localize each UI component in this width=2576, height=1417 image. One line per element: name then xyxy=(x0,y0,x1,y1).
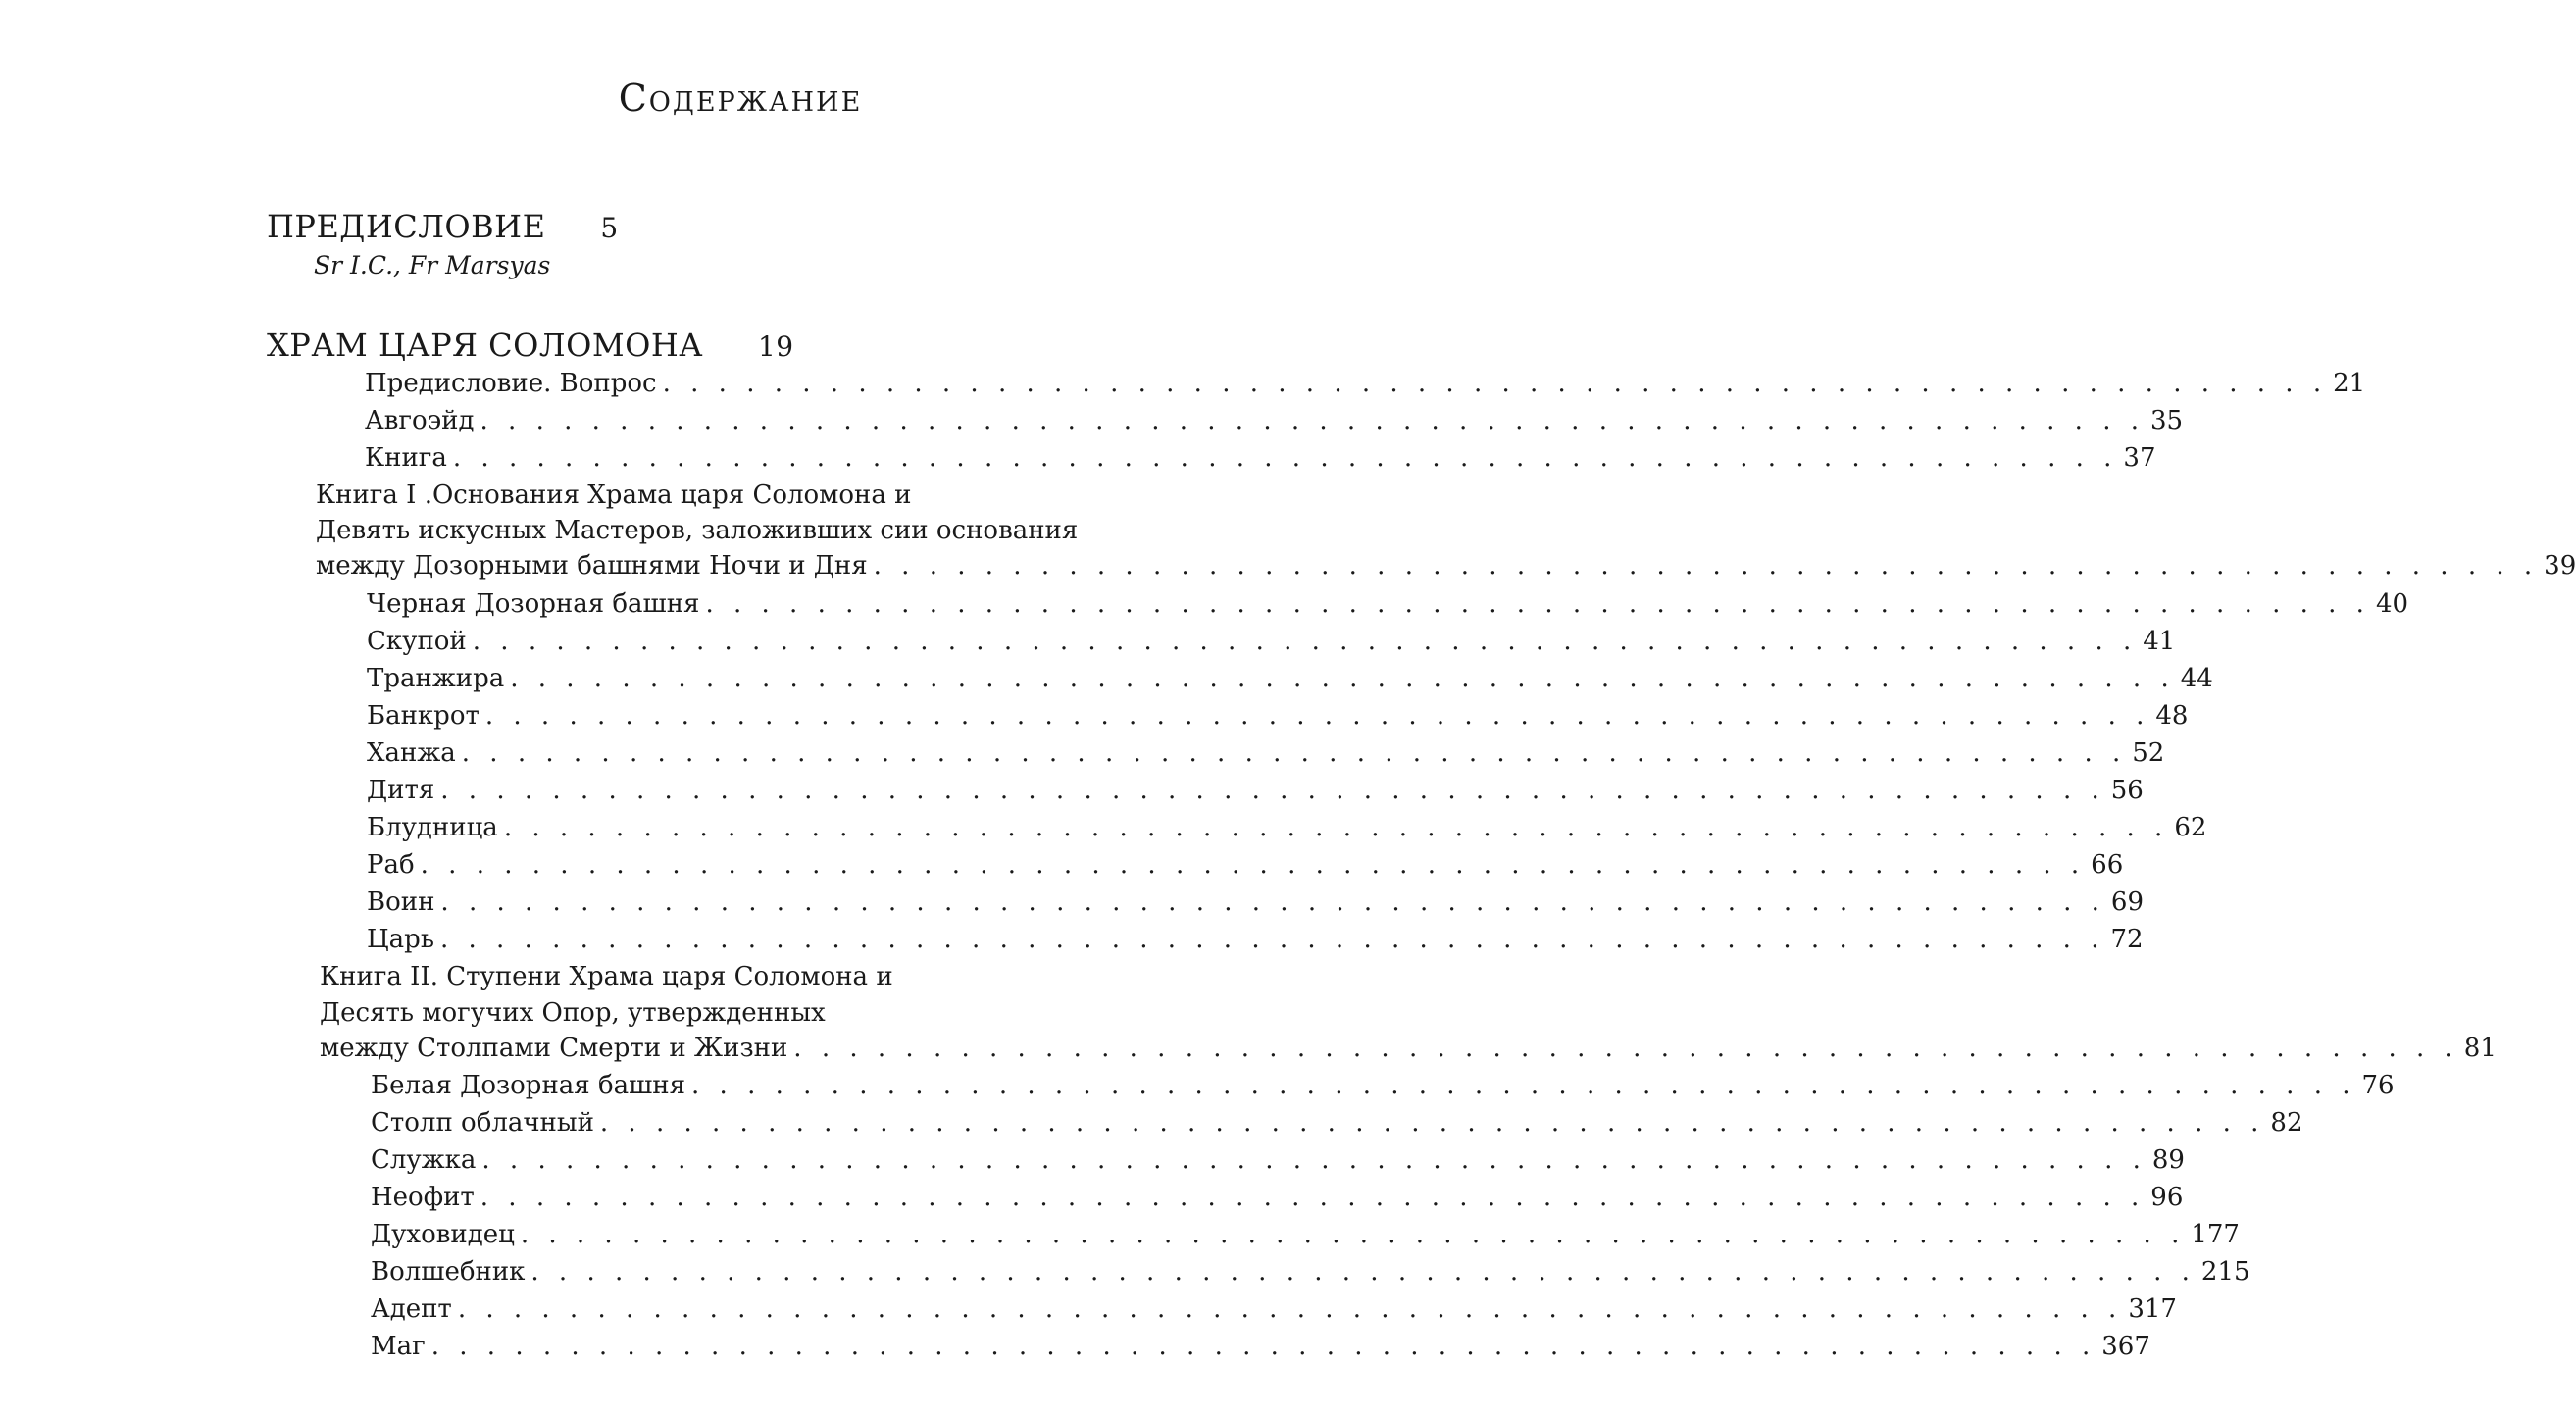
section-heading-page: 19 xyxy=(757,330,794,363)
toc-entry-page: 89 xyxy=(2151,1145,2185,1175)
dot-leader: . . . . . . . . . . . . . . . . . . . . . . . . . . . . . . . . . . . . . . . . . . . . . . . . . . . . . . . . . . . . xyxy=(457,1294,2123,1324)
toc-entry-page: 367 xyxy=(2101,1332,2150,1361)
toc-entry[interactable] xyxy=(367,697,2189,734)
dot-leader: . . . . . . . . . . . . . . . . . . . . . . . . . . . . . . . . . . . . . . . . . . . . . . . . . . . . . . . . . . . . xyxy=(439,925,2105,954)
dot-leader: . . . . . . . . . . . . . . . . . . . . . . . . . . . . . . . . . . . . . . . . . . . . . . . . . . . . . . . . . . . . xyxy=(873,551,2539,581)
toc-entry-label: Неофит xyxy=(371,1183,475,1212)
toc-entry-label: Авгоэйд xyxy=(365,406,475,435)
toc-entry-label: между Дозорными башнями Ночи и Дня xyxy=(316,551,868,581)
toc-entry-page: 52 xyxy=(2132,738,2165,768)
toc-entry[interactable] xyxy=(365,402,2184,439)
toc-entry-page: 76 xyxy=(2361,1071,2395,1100)
book-heading-line: Книга II. Ступени Храма царя Соломона и xyxy=(320,962,893,991)
toc-entry[interactable] xyxy=(371,1067,2395,1104)
toc-entry[interactable] xyxy=(371,1328,2150,1365)
toc-entry[interactable] xyxy=(367,884,2145,921)
dot-leader: . . . . . . . . . . . . . . . . . . . . . . . . . . . . . . . . . . . . . . . . . . . . . . . . . . . . . . . . . . . . xyxy=(461,738,2127,768)
toc-entry-page: 48 xyxy=(2155,701,2189,731)
dot-leader: . . . . . . . . . . . . . . . . . . . . . . . . . . . . . . . . . . . . . . . . . . . . . . . . . . . . . . . . . . . . xyxy=(662,369,2328,398)
toc-entry[interactable] xyxy=(367,585,2409,623)
toc-entry[interactable] xyxy=(367,772,2144,809)
toc-entry[interactable] xyxy=(367,623,2176,660)
toc-entry-label: Блудница xyxy=(367,813,498,842)
dot-leader: . . . . . . . . . . . . . . . . . . . . . . . . . . . . . . . . . . . . . . . . . . . . . . . . . . . . . . . . . . . . xyxy=(430,1332,2096,1361)
toc-entry-label: Служка xyxy=(371,1145,477,1175)
toc-entry-label: Ханжа xyxy=(367,738,456,768)
toc-entry[interactable] xyxy=(367,846,2124,884)
dot-leader: . . . . . . . . . . . . . . . . . . . . . . . . . . . . . . . . . . . . . . . . . . . . . . . . . . . . . . . . . . . . xyxy=(520,1220,2186,1249)
toc-entry[interactable] xyxy=(371,1253,2250,1290)
toc-entry-page: 44 xyxy=(2180,664,2213,693)
dot-leader: . . . . . . . . . . . . . . . . . . . . . . . . . . . . . . . . . . . . . . . . . . . . . . . . . . . . . . . . . . . . xyxy=(480,1183,2146,1212)
dot-leader: . . . . . . . . . . . . . . . . . . . . . . . . . . . . . . . . . . . . . . . . . . . . . . . . . . . . . . . . . . . . xyxy=(705,589,2370,619)
toc-entry-label: Дитя xyxy=(367,776,435,805)
toc-entry-page: 317 xyxy=(2128,1294,2177,1324)
toc-entry-page: 62 xyxy=(2174,813,2207,842)
dot-leader: . . . . . . . . . . . . . . . . . . . . . . . . . . . . . . . . . . . . . . . . . . . . . . . . . . . . . . . . . . . . xyxy=(510,664,2175,693)
toc-entry-label: Белая Дозорная башня xyxy=(371,1071,686,1100)
toc-entry-label: Волшебник xyxy=(371,1257,526,1287)
toc-entry-page: 81 xyxy=(2463,1034,2497,1063)
toc-entry-page: 215 xyxy=(2200,1257,2250,1287)
toc-entry-label: Транжира xyxy=(367,664,505,693)
toc-entry[interactable] xyxy=(371,1141,2185,1179)
toc-entry-page: 41 xyxy=(2143,627,2176,656)
page-title: Содержание xyxy=(618,76,863,120)
toc-entry-page: 72 xyxy=(2110,925,2144,954)
toc-entry-label: Черная Дозорная башня xyxy=(367,589,700,619)
book-heading-line: Девять искусных Мастеров, заложивших сии основания xyxy=(316,516,1079,545)
section-heading-temple[interactable] xyxy=(267,327,794,364)
toc-entry-page: 96 xyxy=(2150,1183,2184,1212)
dot-leader: . . . . . . . . . . . . . . . . . . . . . . . . . . . . . . . . . . . . . . . . . . . . . . . . . . . . . . . . . . . . xyxy=(472,627,2138,656)
toc-entry-label: Раб xyxy=(367,850,415,880)
dot-leader: . . . . . . . . . . . . . . . . . . . . . . . . . . . . . . . . . . . . . . . . . . . . . . . . . . . . . . . . . . . . xyxy=(503,813,2169,842)
toc-entry[interactable] xyxy=(371,1216,2240,1253)
toc-entry-label: Предисловие. Вопрос xyxy=(365,369,657,398)
toc-entry-label: Столп облачный xyxy=(371,1108,594,1138)
dot-leader: . . . . . . . . . . . . . . . . . . . . . . . . . . . . . . . . . . . . . . . . . . . . . . . . . . . . . . . . . . . . xyxy=(484,701,2150,731)
toc-entry-book-1[interactable] xyxy=(316,547,2576,584)
dot-leader: . . . . . . . . . . . . . . . . . . . . . . . . . . . . . . . . . . . . . . . . . . . . . . . . . . . . . . . . . . . . xyxy=(481,1145,2147,1175)
toc-entry[interactable] xyxy=(371,1104,2303,1141)
toc-entry-page: 69 xyxy=(2110,887,2145,917)
toc-entry-page: 37 xyxy=(2123,443,2156,473)
section-heading-label: ПРЕДИСЛОВИЕ xyxy=(267,208,546,245)
toc-entry[interactable] xyxy=(367,734,2165,772)
toc-entry-page: 56 xyxy=(2110,776,2144,805)
section-heading-preface[interactable] xyxy=(267,208,619,245)
toc-entry-label: Духовидец xyxy=(371,1220,515,1249)
section-heading-label: ХРАМ ЦАРЯ СОЛОМОНА xyxy=(267,327,703,364)
toc-entry[interactable] xyxy=(371,1179,2184,1216)
toc-entry-page: 177 xyxy=(2191,1220,2240,1249)
dot-leader: . . . . . . . . . . . . . . . . . . . . . . . . . . . . . . . . . . . . . . . . . . . . . . . . . . . . . . . . . . . . xyxy=(599,1108,2265,1138)
toc-entry-page: 39 xyxy=(2544,551,2576,581)
section-heading-page: 5 xyxy=(600,212,619,244)
toc-entry-page: 35 xyxy=(2150,406,2184,435)
toc-entry[interactable] xyxy=(367,921,2144,958)
toc-entry-book-2[interactable] xyxy=(320,1030,2497,1067)
dot-leader: . . . . . . . . . . . . . . . . . . . . . . . . . . . . . . . . . . . . . . . . . . . . . . . . . . . . . . . . . . . . xyxy=(480,406,2146,435)
section-author: Sr I.C., Fr Marsyas xyxy=(314,251,551,279)
toc-entry[interactable] xyxy=(365,439,2156,477)
toc-entry[interactable] xyxy=(371,1290,2177,1328)
toc-entry[interactable] xyxy=(367,809,2207,846)
toc-entry-page: 40 xyxy=(2375,589,2409,619)
toc-entry[interactable] xyxy=(367,660,2213,697)
dot-leader: . . . . . . . . . . . . . . . . . . . . . . . . . . . . . . . . . . . . . . . . . . . . . . . . . . . . . . . . . . . . xyxy=(440,887,2105,917)
toc-entry-label: Воин xyxy=(367,887,435,917)
toc-entry-page: 21 xyxy=(2333,369,2366,398)
toc-entry-label: Маг xyxy=(371,1332,426,1361)
dot-leader: . . . . . . . . . . . . . . . . . . . . . . . . . . . . . . . . . . . . . . . . . . . . . . . . . . . . . . . . . . . . xyxy=(452,443,2118,473)
toc-entry-label: Царь xyxy=(367,925,434,954)
dot-leader: . . . . . . . . . . . . . . . . . . . . . . . . . . . . . . . . . . . . . . . . . . . . . . . . . . . . . . . . . . . . xyxy=(691,1071,2356,1100)
dot-leader: . . . . . . . . . . . . . . . . . . . . . . . . . . . . . . . . . . . . . . . . . . . . . . . . . . . . . . . . . . . . xyxy=(420,850,2086,880)
dot-leader: . . . . . . . . . . . . . . . . . . . . . . . . . . . . . . . . . . . . . . . . . . . . . . . . . . . . . . . . . . . . xyxy=(793,1034,2458,1063)
toc-entry-label: Книга xyxy=(365,443,447,473)
toc-entry-label: Скупой xyxy=(367,627,467,656)
toc-entry[interactable] xyxy=(365,365,2366,402)
dot-leader: . . . . . . . . . . . . . . . . . . . . . . . . . . . . . . . . . . . . . . . . . . . . . . . . . . . . . . . . . . . . xyxy=(530,1257,2196,1287)
book-heading-line: Книга I .Основания Храма царя Соломона и xyxy=(316,481,912,510)
book-heading-line: Десять могучих Опор, утвержденных xyxy=(320,998,826,1028)
toc-entry-label: между Столпами Смерти и Жизни xyxy=(320,1034,788,1063)
toc-entry-label: Адепт xyxy=(371,1294,452,1324)
dot-leader: . . . . . . . . . . . . . . . . . . . . . . . . . . . . . . . . . . . . . . . . . . . . . . . . . . . . . . . . . . . . xyxy=(440,776,2105,805)
toc-entry-page: 66 xyxy=(2091,850,2124,880)
toc-entry-page: 82 xyxy=(2270,1108,2303,1138)
toc-entry-label: Банкрот xyxy=(367,701,480,731)
